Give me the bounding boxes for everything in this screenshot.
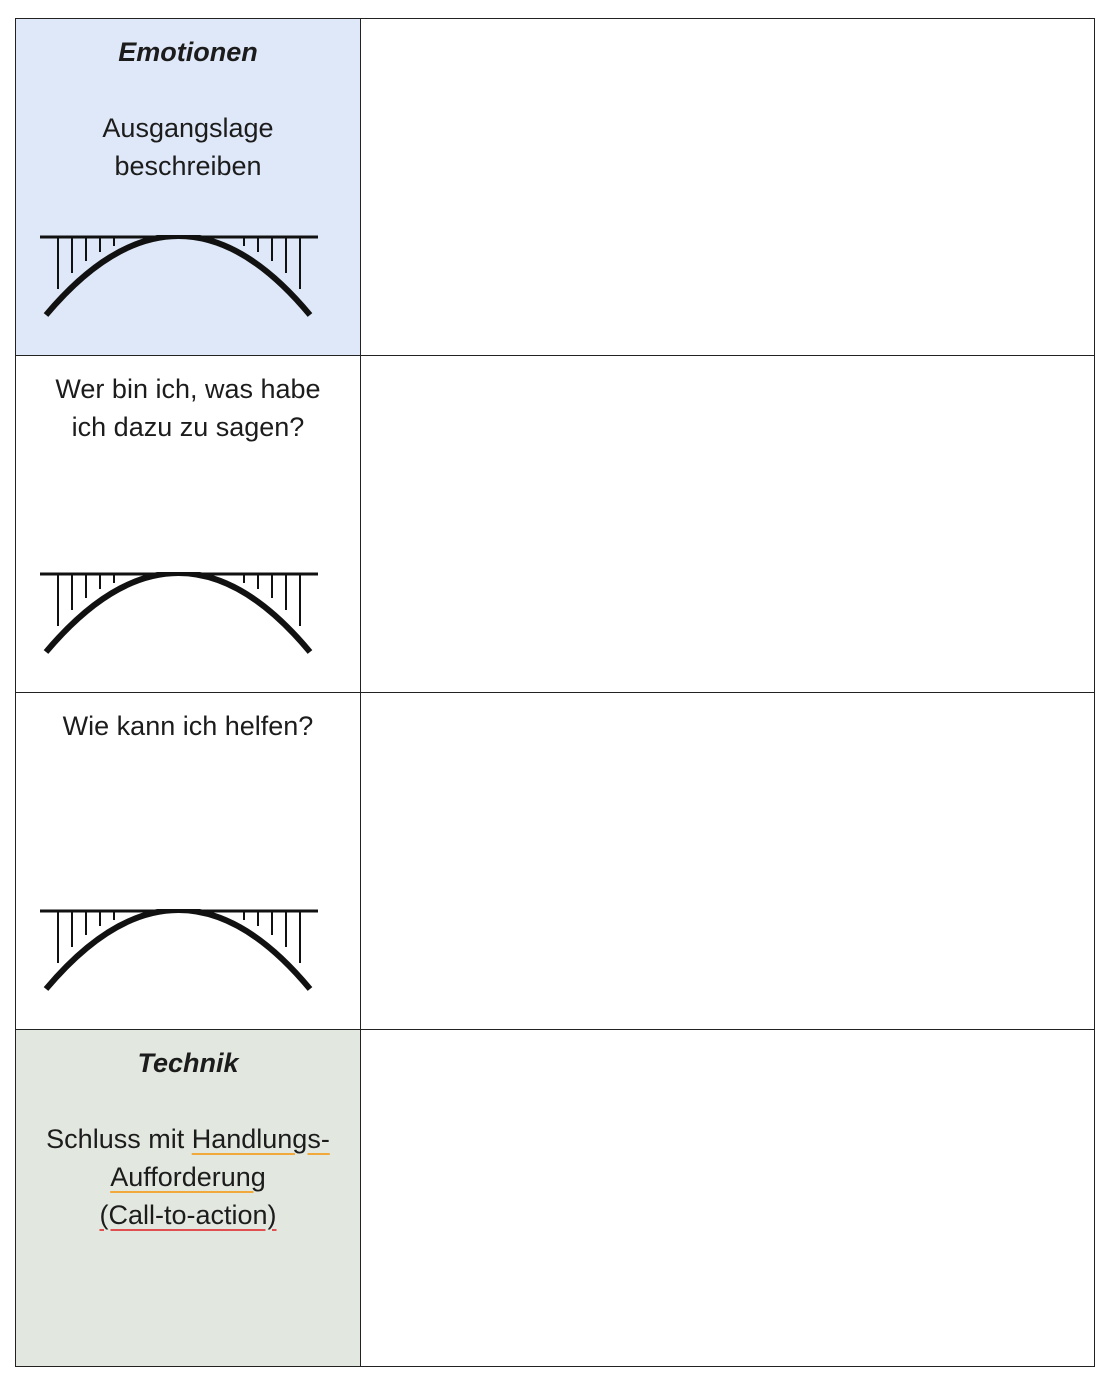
row-1-label-cell [16,19,361,356]
bridge-icon [40,572,318,654]
row-4-heading: Technik [137,1048,239,1078]
row-4-text-line-2-underlined: Aufforderung [110,1162,266,1192]
row-1-heading: Emotionen [118,37,258,67]
row-4-answer-cell[interactable] [361,1030,1094,1366]
row-1-answer-cell[interactable] [361,19,1094,356]
bridge-icon [40,909,318,991]
row-4-text-line-3 [26,1196,350,1234]
row-3-text-line-1: Wie kann ich helfen? [62,711,314,741]
bridge-icon [40,235,318,317]
row-4-text-plain: Schluss mit [46,1124,192,1154]
row-4-text-line-3-underlined: (Call-to-action) [99,1200,277,1230]
row-2-text-line-2: ich dazu zu sagen? [71,412,305,442]
row-3-answer-cell[interactable] [361,693,1094,1030]
row-2-label-cell [16,356,361,693]
row-2-text-line-1: Wer bin ich, was habe [55,374,321,404]
row-4-text-line-1 [26,1120,350,1158]
worksheet-table [15,18,1095,1367]
row-4-text-underlined: Handlungs- [191,1124,330,1154]
row-1-text-line-1: Ausgangslage [102,113,274,143]
row-4-text-line-2 [26,1158,350,1196]
row-1-text-line-2: beschreiben [114,151,262,181]
row-4-label-cell [16,1030,361,1366]
row-2-answer-cell[interactable] [361,356,1094,693]
row-3-label-cell [16,693,361,1030]
